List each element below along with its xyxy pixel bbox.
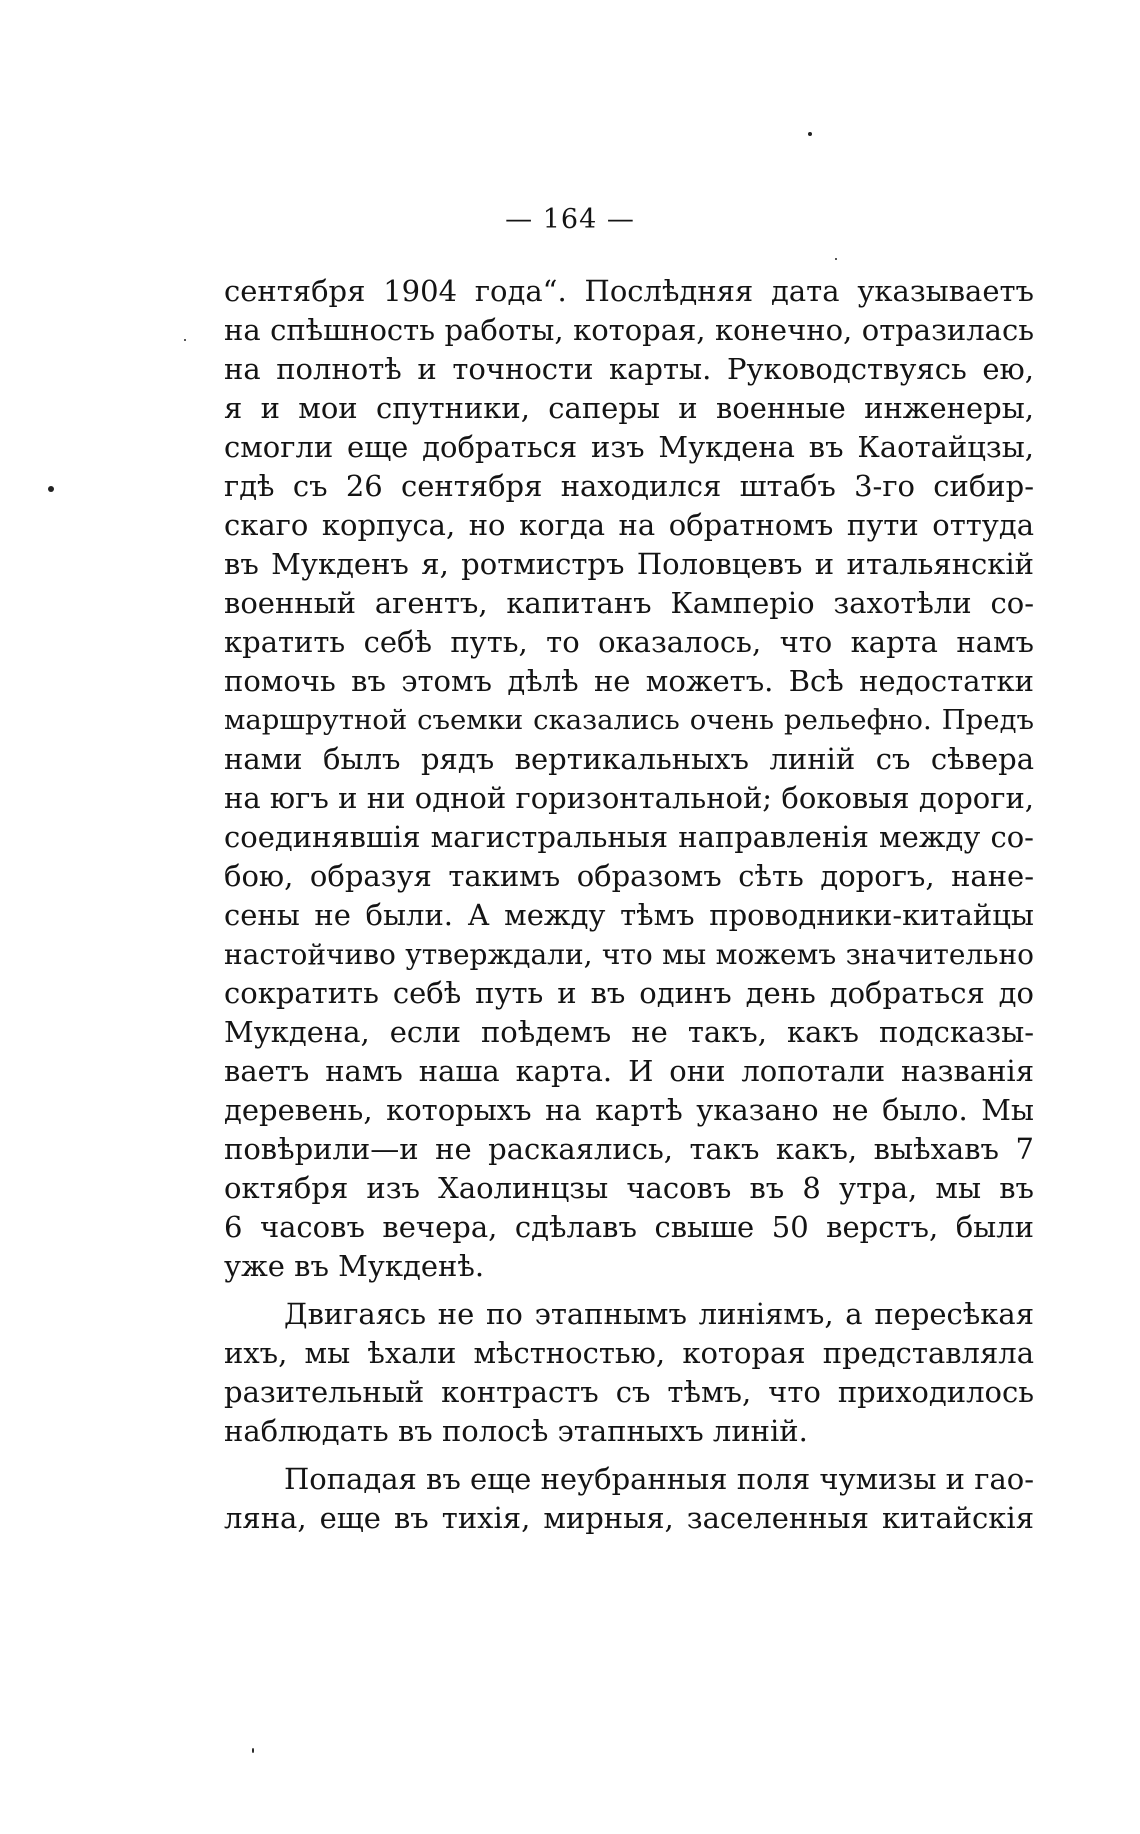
text-line: бою, образуя такимъ образомъ сѣть дорогъ, нане- (224, 859, 1034, 893)
text-line: соединявшія магистральныя направленія между со- (224, 820, 1034, 854)
text-line: 6 часовъ вечера, сдѣлавъ свыше 50 верстъ, были (224, 1210, 1034, 1244)
text-line: нами былъ рядъ вертикальныхъ линій съ сѣвера (224, 742, 1034, 776)
text-line: Попадая въ еще неубранныя поля чумизы и гао- (284, 1462, 1034, 1496)
scan-speck (252, 1748, 254, 1753)
text-line: гдѣ съ 26 сентября находился штабъ 3-го сибир- (224, 469, 1034, 503)
text-line: октября изъ Хаолинцзы часовъ въ 8 утра, мы въ (224, 1171, 1034, 1205)
text-line: военный агентъ, капитанъ Камперіо захотѣли со- (224, 586, 1034, 620)
text-line: скаго корпуса, но когда на обратномъ пути оттуда (224, 508, 1034, 542)
page-number: — 164 — (505, 204, 635, 235)
text-line: Двигаясь не по этапнымъ линіямъ, а пересѣкая (284, 1297, 1034, 1331)
scan-speck (808, 132, 812, 136)
body-text (224, 272, 1034, 1538)
paragraph-2 (224, 1295, 1034, 1451)
text-line: ихъ, мы ѣхали мѣстностью, которая представляла (224, 1336, 1034, 1370)
scan-speck (48, 486, 54, 492)
text-line: въ Мукденъ я, ротмистръ Половцевъ и итальянскій (224, 547, 1034, 581)
text-line: смогли еще добраться изъ Мукдена въ Каотайцзы, (224, 430, 1034, 464)
text-line: разительный контрастъ съ тѣмъ, что приходилось (224, 1375, 1034, 1409)
text-line: сентября 1904 года“. Послѣдняя дата указываетъ (224, 274, 1034, 308)
text-line: наблюдать въ полосѣ этапныхъ линій. (224, 1414, 808, 1448)
text-line: деревень, которыхъ на картѣ указано не было. Мы (224, 1093, 1034, 1127)
text-line: Мукдена, если поѣдемъ не такъ, какъ подсказы- (224, 1015, 1034, 1049)
text-line: на югъ и ни одной горизонтальной; боковыя дороги, (224, 781, 1034, 815)
text-line: на спѣшность работы, которая, конечно, отразилась (224, 313, 1034, 347)
text-line: сократить себѣ путь и въ одинъ день добраться до (224, 976, 1034, 1010)
scan-speck (184, 339, 186, 341)
text-line: помочь въ этомъ дѣлѣ не можетъ. Всѣ недостатки (224, 664, 1034, 698)
paragraph-gap (224, 1286, 1034, 1295)
paragraph-1 (224, 272, 1034, 1286)
text-line: уже въ Мукденѣ. (224, 1249, 485, 1283)
text-line: ляна, еще въ тихія, мирныя, заселенныя китайскія (224, 1501, 1034, 1535)
text-line: я и мои спутники, саперы и военные инженеры, (224, 391, 1034, 425)
text-line: кратить себѣ путь, то оказалось, что карта намъ (224, 625, 1034, 659)
scan-speck (835, 258, 837, 260)
text-line: на полнотѣ и точности карты. Руководствуясь ею, (224, 352, 1034, 386)
paragraph-gap (224, 1451, 1034, 1460)
paragraph-3 (224, 1460, 1034, 1538)
text-line: настойчиво утверждали, что мы можемъ значительно (224, 938, 1034, 971)
text-line: сены не были. А между тѣмъ проводники-китайцы (224, 898, 1034, 932)
text-line: маршрутной съемки сказались очень рельефно. Предъ (224, 704, 1034, 736)
text-line: повѣрили—и не раскаялись, такъ какъ, выѣхавъ 7 (224, 1132, 1034, 1166)
text-line: ваетъ намъ наша карта. И они лопотали названія (224, 1054, 1034, 1088)
